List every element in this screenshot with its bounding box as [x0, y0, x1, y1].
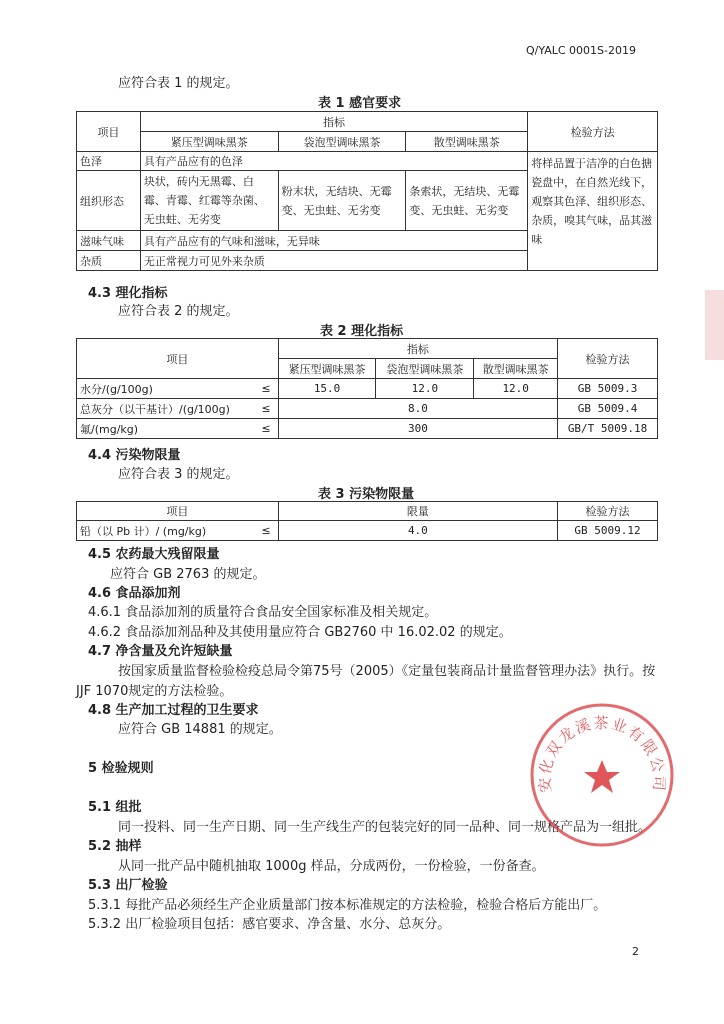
- t1-method-text: 将样品置于洁净的白色搪瓷盘中，在自然光线下，观察其色泽、组织形态、杂质，嗅其气味，品其滋味: [528, 152, 658, 271]
- section-4-4-text: 应符合表 3 的规定。: [118, 467, 239, 482]
- seal-text: 安化双龙溪茶业有限公司: [535, 714, 669, 794]
- t1-sub-compressed: 紧压型调味黑茶: [140, 132, 278, 152]
- company-seal: [527, 700, 677, 850]
- table-row: 水分/(g/100g) ≤ 15.0 12.0 12.0 GB 5009.3: [77, 379, 658, 399]
- section-4-5-text: 应符合 GB 2763 的规定。: [110, 567, 266, 582]
- section-4-5-title: 4.5 农药最大残留限量: [88, 547, 220, 562]
- t2-header-item: 项目: [77, 339, 279, 379]
- t1-header-item: 项目: [77, 112, 141, 152]
- section-4-6-2: 4.6.2 食品添加剂品种及其使用量应符合 GB2760 中 16.02.02 的规定。: [88, 625, 512, 640]
- section-4-7-title: 4.7 净含量及允许短缺量: [88, 644, 233, 659]
- table-row: 滋味气味 具有产品应有的气味和滋味，无异味: [77, 231, 658, 251]
- table-row: 杂质 无正常视力可见外来杂质: [77, 251, 658, 271]
- table2-physchem: 项目 指标 检验方法 紧压型调味黑茶 袋泡型调味黑茶 散型调味黑茶 水分/(g/100g) ≤ 15.0 12.0 12.0 GB 5009.3 总灰分（以干基计）/(g/100g) ≤ 8.0 GB 5009.4 氟/(mg/kg) ≤ 300 GB/T 5009.18: [76, 338, 658, 439]
- section-4-7-line1: 按国家质量监督检验检疫总局令第75号（2005）《定量包装商品计量监督管理办法》执行。按: [118, 664, 656, 679]
- page-edge-stamp-fragment: [705, 290, 724, 360]
- section-4-8-title: 4.8 生产加工过程的卫生要求: [88, 703, 259, 718]
- star-icon: [584, 760, 620, 793]
- section-5-3-1: 5.3.1 每批产品必须经生产企业质量部门按本标准规定的方法检验，检验合格后方能出厂。: [88, 898, 607, 913]
- section-4-4-title: 4.4 污染物限量: [88, 448, 181, 463]
- section-5-2-text: 从同一批产品中随机抽取 1000g 样品，分成两份，一份检验，一份备查。: [118, 859, 545, 874]
- intro-text: 应符合表 1 的规定。: [118, 76, 239, 91]
- standard-code: Q/YALC 0001S-2019: [526, 44, 636, 57]
- section-5-2-title: 5.2 抽样: [88, 839, 142, 854]
- t1-header-method: 检验方法: [528, 112, 658, 152]
- t2-header-method: 检验方法: [558, 339, 658, 379]
- section-5-3-title: 5.3 出厂检验: [88, 878, 168, 893]
- t1-header-index: 指标: [140, 112, 527, 132]
- table1-sensory: [76, 111, 658, 271]
- table-row: 铅（以 Pb 计）/ (mg/kg) ≤ 4.0 GB 5009.12: [77, 521, 658, 541]
- section-5-1-title: 5.1 组批: [88, 800, 142, 815]
- section-5-title: 5 检验规则: [88, 761, 154, 776]
- section-4-3-title: 4.3 理化指标: [88, 286, 168, 301]
- table-row: 氟/(mg/kg) ≤ 300 GB/T 5009.18: [77, 419, 658, 439]
- section-4-7-line2: JJF 1070规定的方法检验。: [76, 684, 233, 699]
- section-4-8-text: 应符合 GB 14881 的规定。: [118, 722, 282, 737]
- section-4-6-title: 4.6 食品添加剂: [88, 586, 181, 601]
- t1-sub-teabag: 袋泡型调味黑茶: [278, 132, 406, 152]
- table3-contaminants: 项目 限量 检验方法 铅（以 Pb 计）/ (mg/kg) ≤ 4.0 GB 5009.12: [76, 501, 658, 541]
- table-row: 色泽 具有产品应有的色泽 将样品置于洁净的白色搪瓷盘中，在自然光线下，观察其色泽、组织形态、杂质，嗅其气味，品其滋味: [77, 152, 658, 171]
- t2-header-index: 指标: [278, 339, 557, 359]
- table2-caption: 表 2 理化指标: [320, 324, 404, 339]
- table-row: 组织形态 块状，砖内无黑霉、白霉、青霉、红霉等杂菌、无虫蛀、无劣变 粉末状，无结块、无霉变、无虫蛀、无劣变 条索状，无结块、无霉变、无虫蛀、无劣变: [77, 171, 658, 231]
- section-4-6-1: 4.6.1 食品添加剂的质量符合食品安全国家标准及相关规定。: [88, 605, 438, 620]
- section-4-3-text: 应符合表 2 的规定。: [118, 304, 239, 319]
- table1-caption: 表 1 感官要求: [318, 96, 402, 111]
- table3-caption: 表 3 污染物限量: [318, 487, 415, 502]
- section-5-1-text: 同一投料、同一生产日期、同一生产线生产的包装完好的同一品种、同一规格产品为一组批。: [118, 820, 652, 835]
- table-row: 总灰分（以干基计）/(g/100g) ≤ 8.0 GB 5009.4: [77, 399, 658, 419]
- t1-sub-loose: 散型调味黑茶: [406, 132, 528, 152]
- page-number: 2: [632, 945, 639, 958]
- section-5-3-2: 5.3.2 出厂检验项目包括：感官要求、净含量、水分、总灰分。: [88, 917, 451, 932]
